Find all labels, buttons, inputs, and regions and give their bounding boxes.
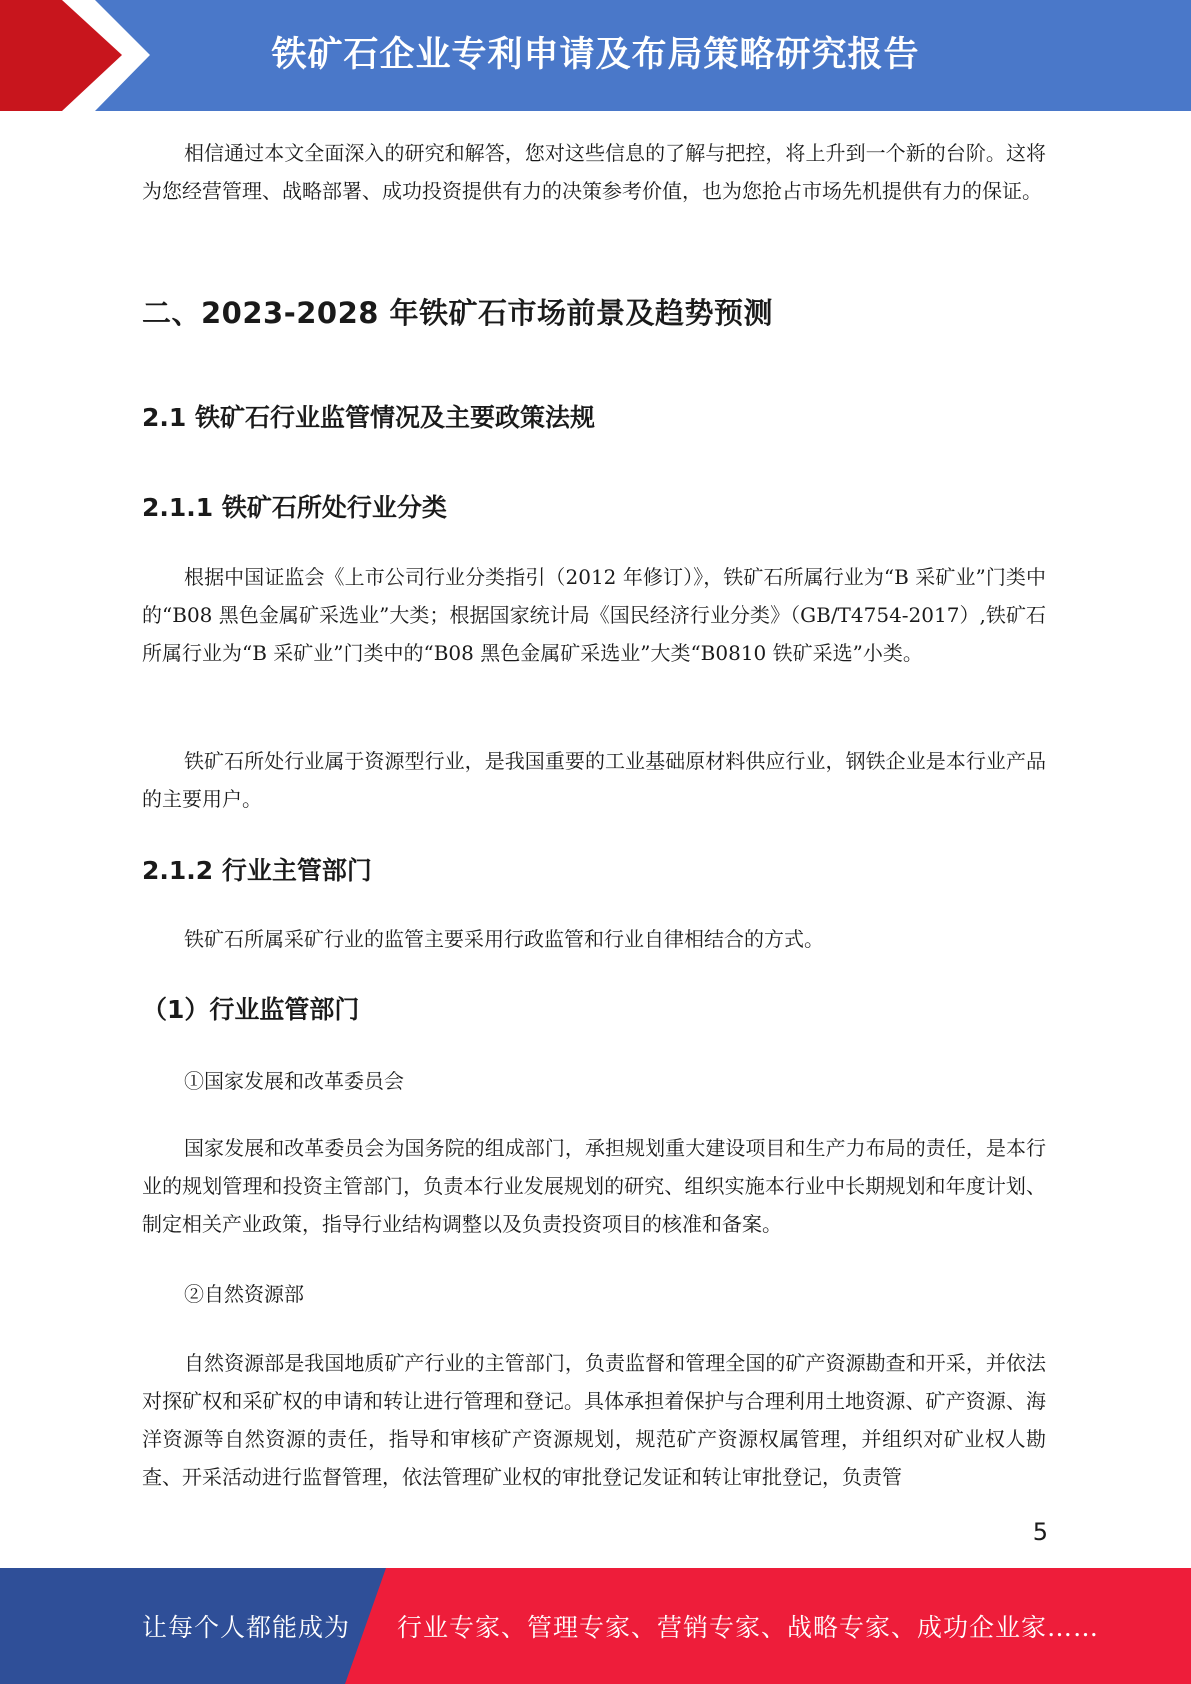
mnr-paragraph: 自然资源部是我国地质矿产行业的主管部门，负责监督和管理全国的矿产资源勘查和开采，并依法对探矿权和采矿权的申请和转让进行管理和登记。具体承担着保护与合理利用土地资源、矿产资源、海洋资源等自然资源的责任，指导和审核矿产资源规划，规范矿产资源权属管理，并组织对矿业权人勘查、开采活动进行监督管理，依法管理矿业权的审批登记发证和转让审批登记，负责管 bbox=[142, 1351, 1046, 1489]
subsubsection-heading-classification: 2.1.1 铁矿石所处行业分类 bbox=[142, 493, 447, 522]
classification-paragraph-1: 根据中国证监会《上市公司行业分类指引（2012 年修订）》，铁矿石所属行业为“B 采矿业”门类中的“B08 黑色金属矿采选业”大类；根据国家统计局《国民经济行业分类》（GB/T4754-2017）,铁矿石所属行业为“B 采矿业”门类中的“B08 黑色金属矿采选业”大类“B0810 铁矿采选”小类。 bbox=[142, 565, 1046, 665]
footer-banner bbox=[0, 1568, 1191, 1684]
ndrc-title: ①国家发展和改革委员会 bbox=[184, 1069, 404, 1093]
red-arrow-flag-icon bbox=[0, 0, 150, 111]
footer-slogan-left: 让每个人都能成为 bbox=[142, 1613, 351, 1642]
regulatory-departments-heading: （1）行业监管部门 bbox=[142, 995, 360, 1024]
header-banner bbox=[0, 0, 1191, 111]
classification-paragraph-2: 铁矿石所处行业属于资源型行业，是我国重要的工业基础原材料供应行业，钢铁企业是本行业产品的主要用户。 bbox=[142, 749, 1046, 811]
mnr-title: ②自然资源部 bbox=[184, 1282, 304, 1306]
subsubsection-heading-authorities: 2.1.2 行业主管部门 bbox=[142, 856, 372, 885]
ndrc-paragraph: 国家发展和改革委员会为国务院的组成部门，承担规划重大建设项目和生产力布局的责任，是本行业的规划管理和投资主管部门，负责本行业发展规划的研究、组织实施本行业中长期规划和年度计划、制定相关产业政策，指导行业结构调整以及负责投资项目的核准和备案。 bbox=[142, 1136, 1046, 1236]
report-title: 铁矿石企业专利申请及布局策略研究报告 bbox=[271, 35, 920, 75]
footer-slogan-right: 行业专家、管理专家、营销专家、战略专家、成功企业家…… bbox=[397, 1613, 1100, 1642]
section-heading: 二、2023-2028 年铁矿石市场前景及趋势预测 bbox=[142, 296, 774, 330]
subsection-heading: 2.1 铁矿石行业监管情况及主要政策法规 bbox=[142, 403, 595, 432]
page-number: 5 bbox=[1032, 1518, 1048, 1546]
authorities-paragraph: 铁矿石所属采矿行业的监管主要采用行政监管和行业自律相结合的方式。 bbox=[184, 927, 824, 951]
intro-paragraph: 相信通过本文全面深入的研究和解答，您对这些信息的了解与把控，将上升到一个新的台阶。这将为您经营管理、战略部署、成功投资提供有力的决策参考价值，也为您抢占市场先机提供有力的保证。 bbox=[142, 141, 1046, 203]
